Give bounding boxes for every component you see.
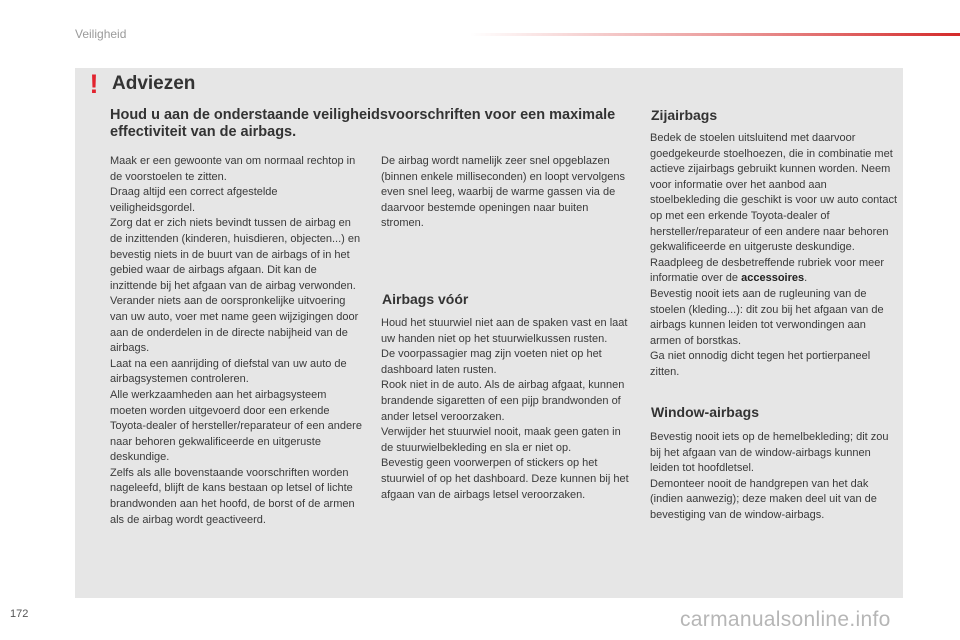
panel-title: Adviezen xyxy=(112,73,196,94)
exclamation-icon: ! xyxy=(89,69,99,99)
paragraph: Zelfs als alle bovenstaande voorschriften worden nageleefd, blijft de kans bestaan op letsel of lichte brandwonden aan het hoofd, de borst of de armen als de airbag wordt geactiveerd. xyxy=(110,466,355,526)
paragraph: Bevestig geen voorwerpen of stickers op het stuurwiel of op het dashboard. Deze kunnen bij het afgaan van de airbags letsel veroorzaken. xyxy=(381,457,629,501)
paragraph xyxy=(650,256,900,287)
column-front-airbags xyxy=(381,316,631,503)
section-label: Veiligheid xyxy=(75,27,127,41)
column-side-airbags xyxy=(650,131,900,381)
paragraph: Laat na een aanrijding of diefstal van uw auto de airbagsystemen controleren. xyxy=(110,357,347,386)
paragraph: Ga niet onnodig dicht tegen het portierpaneel zitten. xyxy=(650,350,871,378)
column-airbag-explanation xyxy=(381,154,631,232)
paragraph: Houd het stuurwiel niet aan de spaken vast en laat uw handen niet op het stuurwielkussen rusten. xyxy=(381,317,628,345)
window-airbags-heading: Window-airbags xyxy=(651,404,759,420)
paragraph: Zorg dat er zich niets bevindt tussen de airbag en de inzittenden (kinderen, huisdieren, objecten...) en bevestig niets in de buurt van de airbags of in het gebied waar de airbags afgaan. Dit kan de inzittende bij het afgaan van de airbag verwonden. xyxy=(110,217,361,292)
paragraph: Maak er een gewoonte van om normaal rechtop in de voorstoelen te zitten. xyxy=(110,155,356,183)
page-number: 172 xyxy=(10,608,29,620)
paragraph: Bevestig nooit iets aan de rugleuning van de stoelen (kleding...): dit zou bij het afgaan van de airbags kunnen leiden tot verwondingen aan armen of borstkas. xyxy=(650,287,884,347)
paragraph: Bedek de stoelen uitsluitend met daarvoor goedgekeurde stoelhoezen, die in combinatie met actieve zijairbags gebruikt kunnen worden. Neem voor informatie over het aanbod aan stoelbekleding die geschikt is voor uw auto contact op met een erkende Toyota-dealer of hersteller/reparateur of een andere naar behoren gekwalificeerde en uitgeruste deskundige. xyxy=(650,132,898,254)
paragraph: Verander niets aan de oorspronkelijke uitvoering van uw auto, voer met name geen wijzigingen door aan de onderdelen in de directe nabijheid van de airbags. xyxy=(110,295,359,355)
front-airbags-heading: Airbags vóór xyxy=(382,291,469,307)
paragraph: Rook niet in de auto. Als de airbag afgaat, kunnen brandende sigaretten of een pijp brandwonden of ander letsel veroorzaken. xyxy=(381,379,625,423)
paragraph: Draag altijd een correct afgestelde veiligheidsgordel. xyxy=(110,186,278,214)
text-span: Raadpleeg de desbetreffende rubriek voor meer informatie over de xyxy=(650,256,885,285)
paragraph: Bevestig nooit iets op de hemelbekleding; dit zou bij het afgaan van de window-airbags kunnen leiden tot hoofdletsel. xyxy=(650,431,889,475)
header-accent-bar xyxy=(470,33,960,36)
paragraph: Alle werkzaamheden aan het airbagsysteem moeten worden uitgevoerd door een erkende Toyota-dealer of hersteller/reparateur of een andere naar behoren gekwalificeerde en uitgeruste deskundige. xyxy=(110,388,362,464)
column-window-airbags xyxy=(650,430,902,524)
paragraph: De voorpassagier mag zijn voeten niet op het dashboard laten rusten. xyxy=(381,348,602,376)
intro-heading: Houd u aan de onderstaande veiligheidsvoorschriften voor een maximale effectiviteit van de airbags. xyxy=(110,107,616,140)
paragraph: De airbag wordt namelijk zeer snel opgeblazen (binnen enkele milliseconden) en loopt vervolgens even snel leeg, waarbij de warme gassen via de daarvoor bestemde openingen naar buiten stromen. xyxy=(381,155,625,230)
column-general-advice xyxy=(110,154,365,528)
side-airbags-heading: Zijairbags xyxy=(651,107,718,123)
paragraph: Demonteer nooit de handgrepen van het dak (indien aanwezig); deze maken deel uit van de bevestiging van de window-airbags. xyxy=(650,477,877,521)
paragraph: Verwijder het stuurwiel nooit, maak geen gaten in de stuurwielbekleding en sla er niet op. xyxy=(381,426,621,454)
text-span: . xyxy=(804,272,808,285)
watermark: carmanualsonline.info xyxy=(680,608,891,631)
accessories-reference: accessoires xyxy=(741,272,805,285)
